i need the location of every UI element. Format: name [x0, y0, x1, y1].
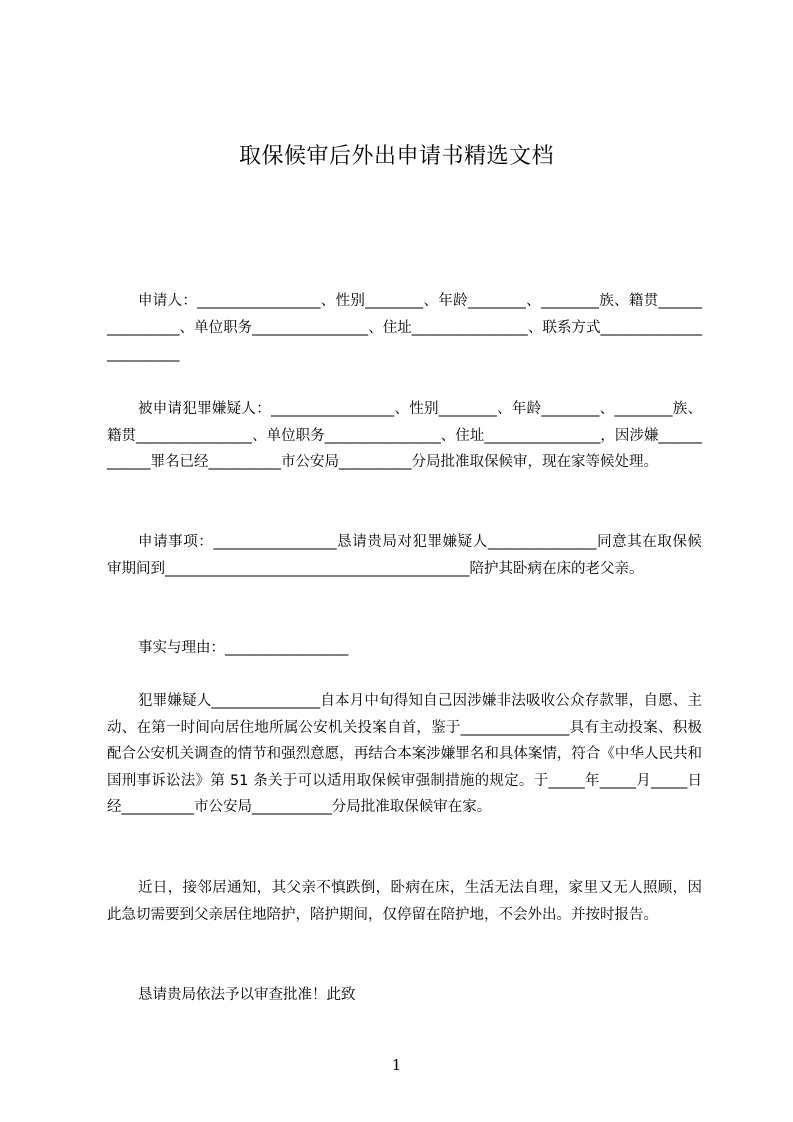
applicant-info-paragraph: 申请人：_________________、性别________、年龄________、________族、籍贯________________、单位职务________________、住址________________、联系方式________________________: [107, 293, 702, 362]
closing-paragraph: 恳请贵局依法予以审查批准！此致: [138, 987, 356, 1003]
suspect-info-paragraph: 被申请犯罪嫌疑人：_________________、性别________、年龄________、________族、籍贯________________、单位职务________________、住址________________，因涉嫌____________罪名已经__________市公安局__________分局批准取保候审，现在家等候处理。: [107, 401, 702, 470]
facts-body-paragraph: 犯罪嫌疑人_______________自本月中旬得知自己因涉嫌非法吸收公众存款罪，自愿、主动、在第一时间向居住地所属公安机关投案自首，鉴于_______________具有主动投案、积极配合公安机关调查的情节和强烈意愿，再结合本案涉嫌罪名和具体案情，符合《中华人民共和国刑事诉讼法》第 51 条关于可以适用取保候审强制措施的规定。于_____年_____月_____日经__________市公安局___________分局批准取保候审在家。: [107, 693, 702, 815]
request-items-paragraph: 申请事项：_________________恳请贵局对犯罪嫌疑人_______________同意其在取保候审期间到__________________________________________陪护其卧病在床的老父亲。: [107, 534, 702, 577]
page-number: 1: [391, 1056, 402, 1074]
document-title: 取保候审后外出申请书精选文档: [238, 144, 554, 169]
recent-events-paragraph: 近日，接邻居通知，其父亲不慎跌倒，卧病在床，生活无法自理，家里又无人照顾，因此急切需要到父亲居住地陪护，陪护期间，仅停留在陪护地，不会外出。并按时报告。: [107, 880, 702, 923]
facts-reasons-heading: 事实与理由：_________________: [138, 640, 349, 656]
